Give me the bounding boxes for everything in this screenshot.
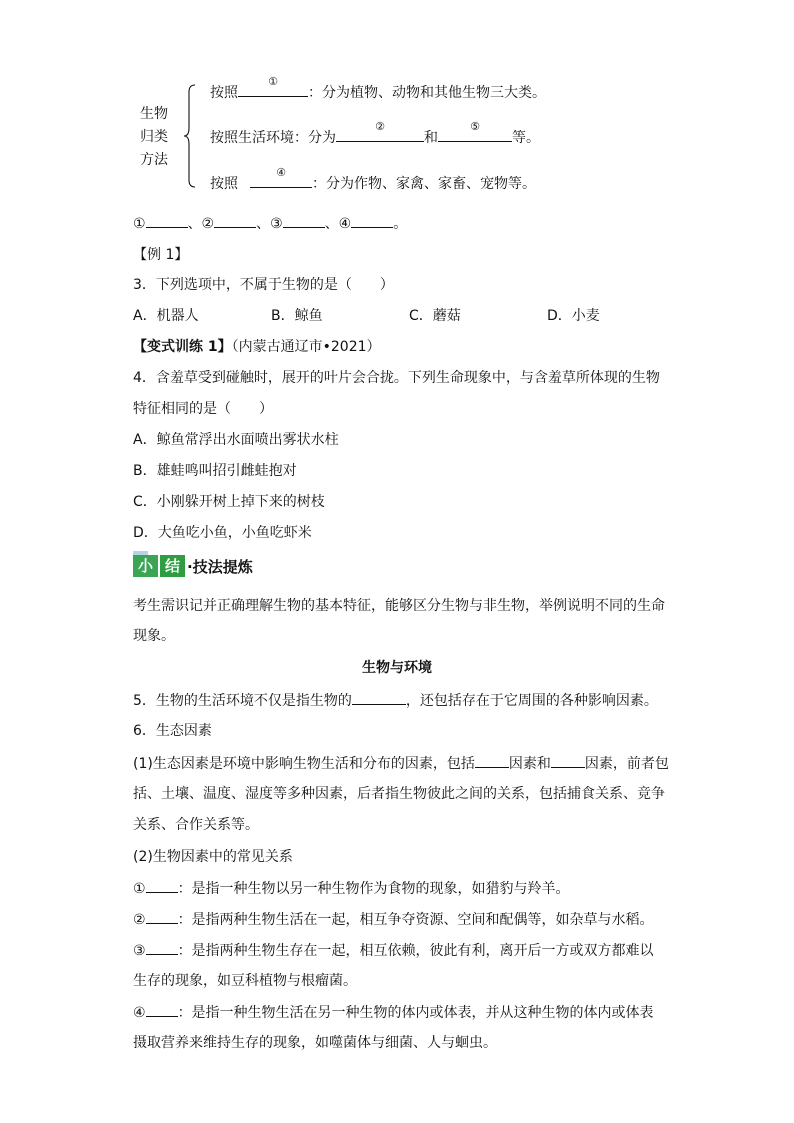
row3-blank xyxy=(250,166,312,188)
side-label-line-3: 方法 xyxy=(140,152,168,168)
summary-badge-2: 结 xyxy=(160,555,185,577)
row2-blank-2 xyxy=(438,120,512,142)
q6-p1-line-3: 关系、合作关系等。 xyxy=(133,817,259,833)
example-1-title: 【例 1】 xyxy=(133,247,189,263)
relation-1-text: ：是指一种生物以另一种生物作为食物的现象，如猎豹与羚羊。 xyxy=(177,881,570,897)
answer-blank-1[interactable] xyxy=(146,213,188,228)
variant-1-heading xyxy=(133,337,381,357)
q6-blank-2[interactable] xyxy=(551,753,585,768)
row1-suffix: ：分为植物、动物和其他生物三大类。 xyxy=(308,85,546,101)
q6-p2-title: (2)生物因素中的常见关系 xyxy=(133,849,293,865)
classification-row-1 xyxy=(210,75,546,103)
answer-mark-1: ① xyxy=(133,216,146,232)
relation-1-blank[interactable] xyxy=(146,878,178,893)
relation-4-text-1: ：是指一种生物生活在另一种生物的体内或体表，并从这种生物的体内或体表 xyxy=(177,1005,654,1021)
classification-row-3 xyxy=(210,166,536,194)
q5-suffix: ，还包括存在于它周围的各种影响因素。 xyxy=(405,693,658,709)
variant-1-title: 【变式训练 1】 xyxy=(133,339,232,355)
summary-badge-1: 小 xyxy=(133,555,158,577)
variant-1-source: （内蒙古通辽市•2021） xyxy=(231,339,381,355)
row2-blank-1 xyxy=(336,120,424,142)
q4-option-d[interactable]: D．大鱼吃小鱼，小鱼吃虾米 xyxy=(133,525,312,541)
summary-title: ·技法提炼 xyxy=(187,557,253,576)
row1-blank-mark: ① xyxy=(268,75,278,88)
row3-prefix: 按照 xyxy=(210,176,238,192)
q5-blank[interactable] xyxy=(352,690,406,705)
q4-option-c[interactable]: C．小刚躲开树上掉下来的树枝 xyxy=(133,494,325,510)
relation-1 xyxy=(133,878,570,899)
row2-suffix: 等。 xyxy=(512,130,540,146)
relation-3-line-1 xyxy=(133,940,654,961)
q6-p1-b: 因素和 xyxy=(508,756,551,772)
row2-blank-2-mark: ⑤ xyxy=(470,120,480,133)
row1-prefix: 按照 xyxy=(210,85,238,101)
row2-blank-1-mark: ② xyxy=(375,120,385,133)
relation-3-text-1: ：是指两种生物生存在一起，相互依赖，彼此有利，离开后一方或双方都难以 xyxy=(177,943,654,959)
answer-blank-4[interactable] xyxy=(351,213,393,228)
row3-suffix: ：分为作物、家禽、家畜、宠物等。 xyxy=(312,176,536,192)
q3-option-c[interactable]: C．蘑菇 xyxy=(409,308,461,324)
relation-4-line-2: 摄取营养来维持生存的现象，如噬菌体与细菌、人与蛔虫。 xyxy=(133,1035,497,1051)
relation-2-blank[interactable] xyxy=(146,909,178,924)
side-label-line-1: 生物 xyxy=(140,106,168,122)
summary-text-line-1: 考生需识记并正确理解生物的基本特征，能够区分生物与非生物，举例说明不同的生命 xyxy=(133,598,665,614)
answer-blank-2[interactable] xyxy=(214,213,256,228)
q6-blank-1[interactable] xyxy=(475,753,509,768)
row2-middle: 和 xyxy=(424,130,438,146)
answer-end: 。 xyxy=(393,216,408,232)
relation-4-mark: ④ xyxy=(133,1005,146,1021)
q3-option-b[interactable]: B．鲸鱼 xyxy=(271,308,323,324)
answer-blank-3[interactable] xyxy=(283,213,325,228)
q4-option-a[interactable]: A．鲸鱼常浮出水面喷出雾状水柱 xyxy=(133,432,339,448)
section-title: 生物与环境 xyxy=(362,660,432,676)
q6-title: 6．生态因素 xyxy=(133,723,212,739)
relation-3-blank[interactable] xyxy=(146,940,178,955)
relation-3-line-2: 生存的现象，如豆科植物与根瘤菌。 xyxy=(133,973,357,989)
q6-p1-line-2: 括、土壤、温度、湿度等多种因素，后者指生物彼此之间的关系，包括捕食关系、竞争 xyxy=(133,786,665,802)
relation-1-mark: ① xyxy=(133,881,146,897)
relation-4-blank[interactable] xyxy=(146,1002,178,1017)
q4-stem-line-1: 4．含羞草受到碰触时，展开的叶片会合拢。下列生命现象中，与含羞草所体现的生物 xyxy=(133,370,660,386)
summary-heading xyxy=(133,555,253,579)
row2-prefix: 按照生活环境：分为 xyxy=(210,130,336,146)
classification-row-2 xyxy=(210,120,540,148)
q3-stem: 3．下列选项中，不属于生物的是（ ） xyxy=(133,277,394,293)
row1-blank xyxy=(238,75,308,97)
q4-stem-line-2: 特征相同的是（ ） xyxy=(133,401,273,417)
relation-2-text: ：是指两种生物生活在一起，相互争夺资源、空间和配偶等，如杂草与水稻。 xyxy=(177,912,654,928)
q6-p1-a: (1)生态因素是环境中影响生物生活和分布的因素，包括 xyxy=(133,756,475,772)
q4-option-b[interactable]: B．雄蛙鸣叫招引雌蛙抱对 xyxy=(133,463,297,479)
answer-mark-2: 、② xyxy=(187,216,215,232)
side-label-line-2: 归类 xyxy=(140,129,168,145)
q6-p1-c: 因素，前者包 xyxy=(584,756,669,772)
q3-option-a[interactable]: A．机器人 xyxy=(133,308,199,324)
relation-3-mark: ③ xyxy=(133,943,146,959)
left-brace xyxy=(183,84,197,188)
answer-mark-3: 、③ xyxy=(256,216,283,232)
answer-line xyxy=(133,213,407,234)
q5 xyxy=(133,690,658,711)
q6-p1-line-1 xyxy=(133,753,669,774)
relation-2-mark: ② xyxy=(133,912,146,928)
relation-4-line-1 xyxy=(133,1002,654,1023)
answer-mark-4: 、④ xyxy=(324,216,352,232)
relation-2 xyxy=(133,909,654,930)
row3-blank-mark: ④ xyxy=(276,166,286,179)
q3-option-d[interactable]: D．小麦 xyxy=(547,308,600,324)
summary-text-line-2: 现象。 xyxy=(133,628,175,644)
q5-prefix: 5．生物的生活环境不仅是指生物的 xyxy=(133,693,352,709)
